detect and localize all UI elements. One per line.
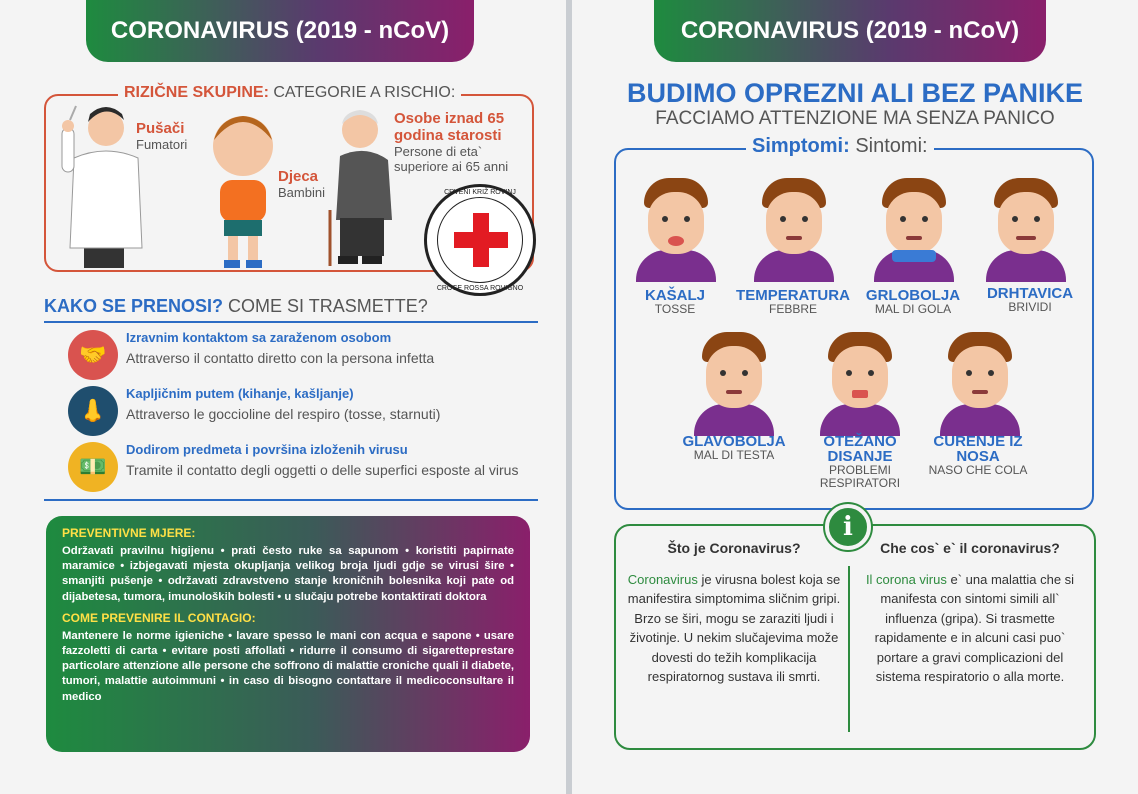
money-icon: 💵 [68, 442, 118, 492]
transmission-item-hr: Kapljičnim putem (kihanje, kašljanje) [126, 386, 354, 401]
info-column-hr [624, 540, 844, 686]
prevention-box [46, 516, 530, 752]
symptom-hr: KAŠALJ [644, 287, 705, 304]
symptom-hr: OTEŽANO DISANJE [823, 433, 897, 465]
main-subtitle: FACCIAMO ATTENZIONE MA SENZA PANICO [655, 108, 1055, 129]
info-divider [848, 566, 850, 732]
symptom-label-sore-throat [858, 288, 968, 316]
cross-horizontal [454, 232, 508, 248]
main-title: BUDIMO OPREZNI ALI BEZ PANIKE [626, 78, 1083, 108]
fever-face [750, 172, 836, 282]
children-it: Bambini [278, 185, 325, 200]
info-column-it [860, 540, 1080, 686]
symptom-label-fever [730, 288, 856, 316]
risk-title-it: CATEGORIE A RISCHIO: [273, 84, 456, 101]
symptom-it: FEBBRE [768, 302, 817, 316]
children-hr: Djeca [278, 168, 319, 185]
symptom-it: MAL DI GOLA [874, 302, 952, 316]
right-page [572, 0, 1138, 794]
sore-throat-face [870, 172, 956, 282]
transmission-item-hr: Dodirom predmeta i površina izloženih virusu [126, 442, 408, 457]
info-question-it: Che cos` e` il coronavirus? [880, 540, 1060, 556]
transmission-item-it: Attraverso il contatto diretto con la persona infetta [126, 350, 435, 366]
symptom-label-runny-nose [926, 434, 1030, 477]
right-header: CORONAVIRUS (2019 - nCoV) [654, 0, 1046, 62]
symptom-it: BRIVIDI [1008, 300, 1052, 314]
info-key-it: Il corona virus [865, 572, 947, 587]
info-icon: i [825, 504, 871, 550]
symptom-hr: GRLOBOLJA [865, 287, 961, 304]
info-text-it: e` una malattia che si manifesta con sintomi simili all` influenza (gripa). Si trasmette rapidamente e in alcuni casi puo` portare a gravi complicazioni del sistema respiratorio o alla morte. [874, 572, 1075, 685]
transmission-divider-top [44, 321, 538, 323]
prevention-text-it: Mantenere le norme igieniche • lavare spesso le mani con acqua e sapone • usare fazzoletti di carta • evitare posti affollati • ridurre il consumo di sigaretteprestare particolare attenzione alle persone che soffrono di malattie croniche quali il diabete, tumori, malattie autoimmuni • in caso di bisogno contattare il medicoconsultare il medico [62, 629, 514, 703]
risk-title-hr: RIZIČNE SKUPINE: [124, 84, 269, 101]
symptom-hr: TEMPERATURA [736, 287, 850, 304]
transmission-title [44, 296, 428, 317]
left-header: CORONAVIRUS (2019 - nCoV) [86, 0, 474, 62]
symptom-it: MAL DI TESTA [693, 448, 775, 462]
symptom-hr: CURENJE IZ NOSA [933, 433, 1023, 465]
symptom-hr: GLAVOBOLJA [682, 433, 786, 450]
red-cross-logo [424, 184, 536, 296]
logo-text-top: CRVENI KRIŽ ROVINJ [444, 189, 516, 196]
nose-icon: 👃 [68, 386, 118, 436]
child-illustration [206, 104, 280, 270]
chills-face [982, 172, 1068, 282]
risk-groups-title [118, 84, 461, 102]
logo-text-bottom: CROCE ROSSA ROVIGNO [436, 285, 524, 292]
cough-face [632, 172, 718, 282]
transmission-item-it: Attraverso le goccioline del respiro (tosse, starnuti) [126, 406, 441, 422]
transmission-item-hr: Izravnim kontaktom sa zaraženom osobom [126, 330, 392, 345]
symptom-label-breathing [808, 434, 912, 490]
symptoms-title-hr: Simptomi: [752, 135, 850, 157]
symptom-it: PROBLEMI RESPIRATORI [819, 463, 901, 490]
symptom-label-chills [974, 286, 1086, 314]
left-page [0, 0, 566, 794]
symptom-label-cough [630, 288, 720, 316]
symptoms-title-it: Sintomi: [855, 135, 928, 157]
prevention-title-it: COME PREVENIRE IL CONTAGIO: [62, 610, 256, 625]
info-answer-it [860, 570, 1080, 686]
transmission-item-it: Tramite il contatto degli oggetti o delle superfici esposte al virus [126, 462, 519, 478]
transmission-title-it: COME SI TRASMETTE? [228, 296, 428, 316]
info-question-hr: Što je Coronavirus? [667, 540, 801, 556]
headache-face [690, 326, 776, 436]
symptom-it: NASO CHE COLA [928, 463, 1028, 477]
info-key-hr: Coronavirus [627, 572, 698, 587]
transmission-title-hr: KAKO SE PRENOSI? [44, 296, 224, 316]
elderly-hr: Osobe iznad 65 godina starosti [394, 110, 505, 144]
symptom-label-headache [680, 434, 788, 462]
symptom-hr: DRHTAVICA [986, 285, 1074, 302]
smokers-it: Fumatori [136, 137, 188, 152]
transmission-divider-bottom [44, 499, 538, 501]
elderly-it: Persone di eta` superiore ai 65 anni [394, 144, 509, 174]
breathing-face [816, 326, 902, 436]
info-text-hr: je virusna bolest koja se manifestira simptomima sličnim gripi. Brzo se širi, mogu se zaraziti ljudi i životinje. U nekim slučajevima može dovesti do težih komplikacija respiratornog sustava ili smrti. [627, 572, 841, 685]
smokers-hr: Pušači [136, 120, 185, 137]
prevention-title-hr: PREVENTIVNE MJERE: [62, 526, 196, 540]
info-answer-hr [624, 570, 844, 686]
children-label [278, 168, 325, 200]
smokers-label [136, 120, 187, 152]
prevention-text-hr: Održavati pravilnu higijenu • prati često ruke sa sapunom • koristiti papirnate maramice • izbjegavati mjesta okupljanja velikog broja ljudi gdje se virusi šire • smanjiti pušenje • održavati zdravstveno stanje kroničnih bolesnika koji pate od dijabetesa, tumora, imunoloških bolesti • u slučaju potrebe kontaktirati doktora [62, 545, 514, 603]
handshake-icon: 🤝 [68, 330, 118, 380]
symptoms-title [746, 135, 934, 158]
elderly-label [394, 110, 524, 174]
symptom-it: TOSSE [654, 302, 696, 316]
runny-nose-face [936, 326, 1022, 436]
